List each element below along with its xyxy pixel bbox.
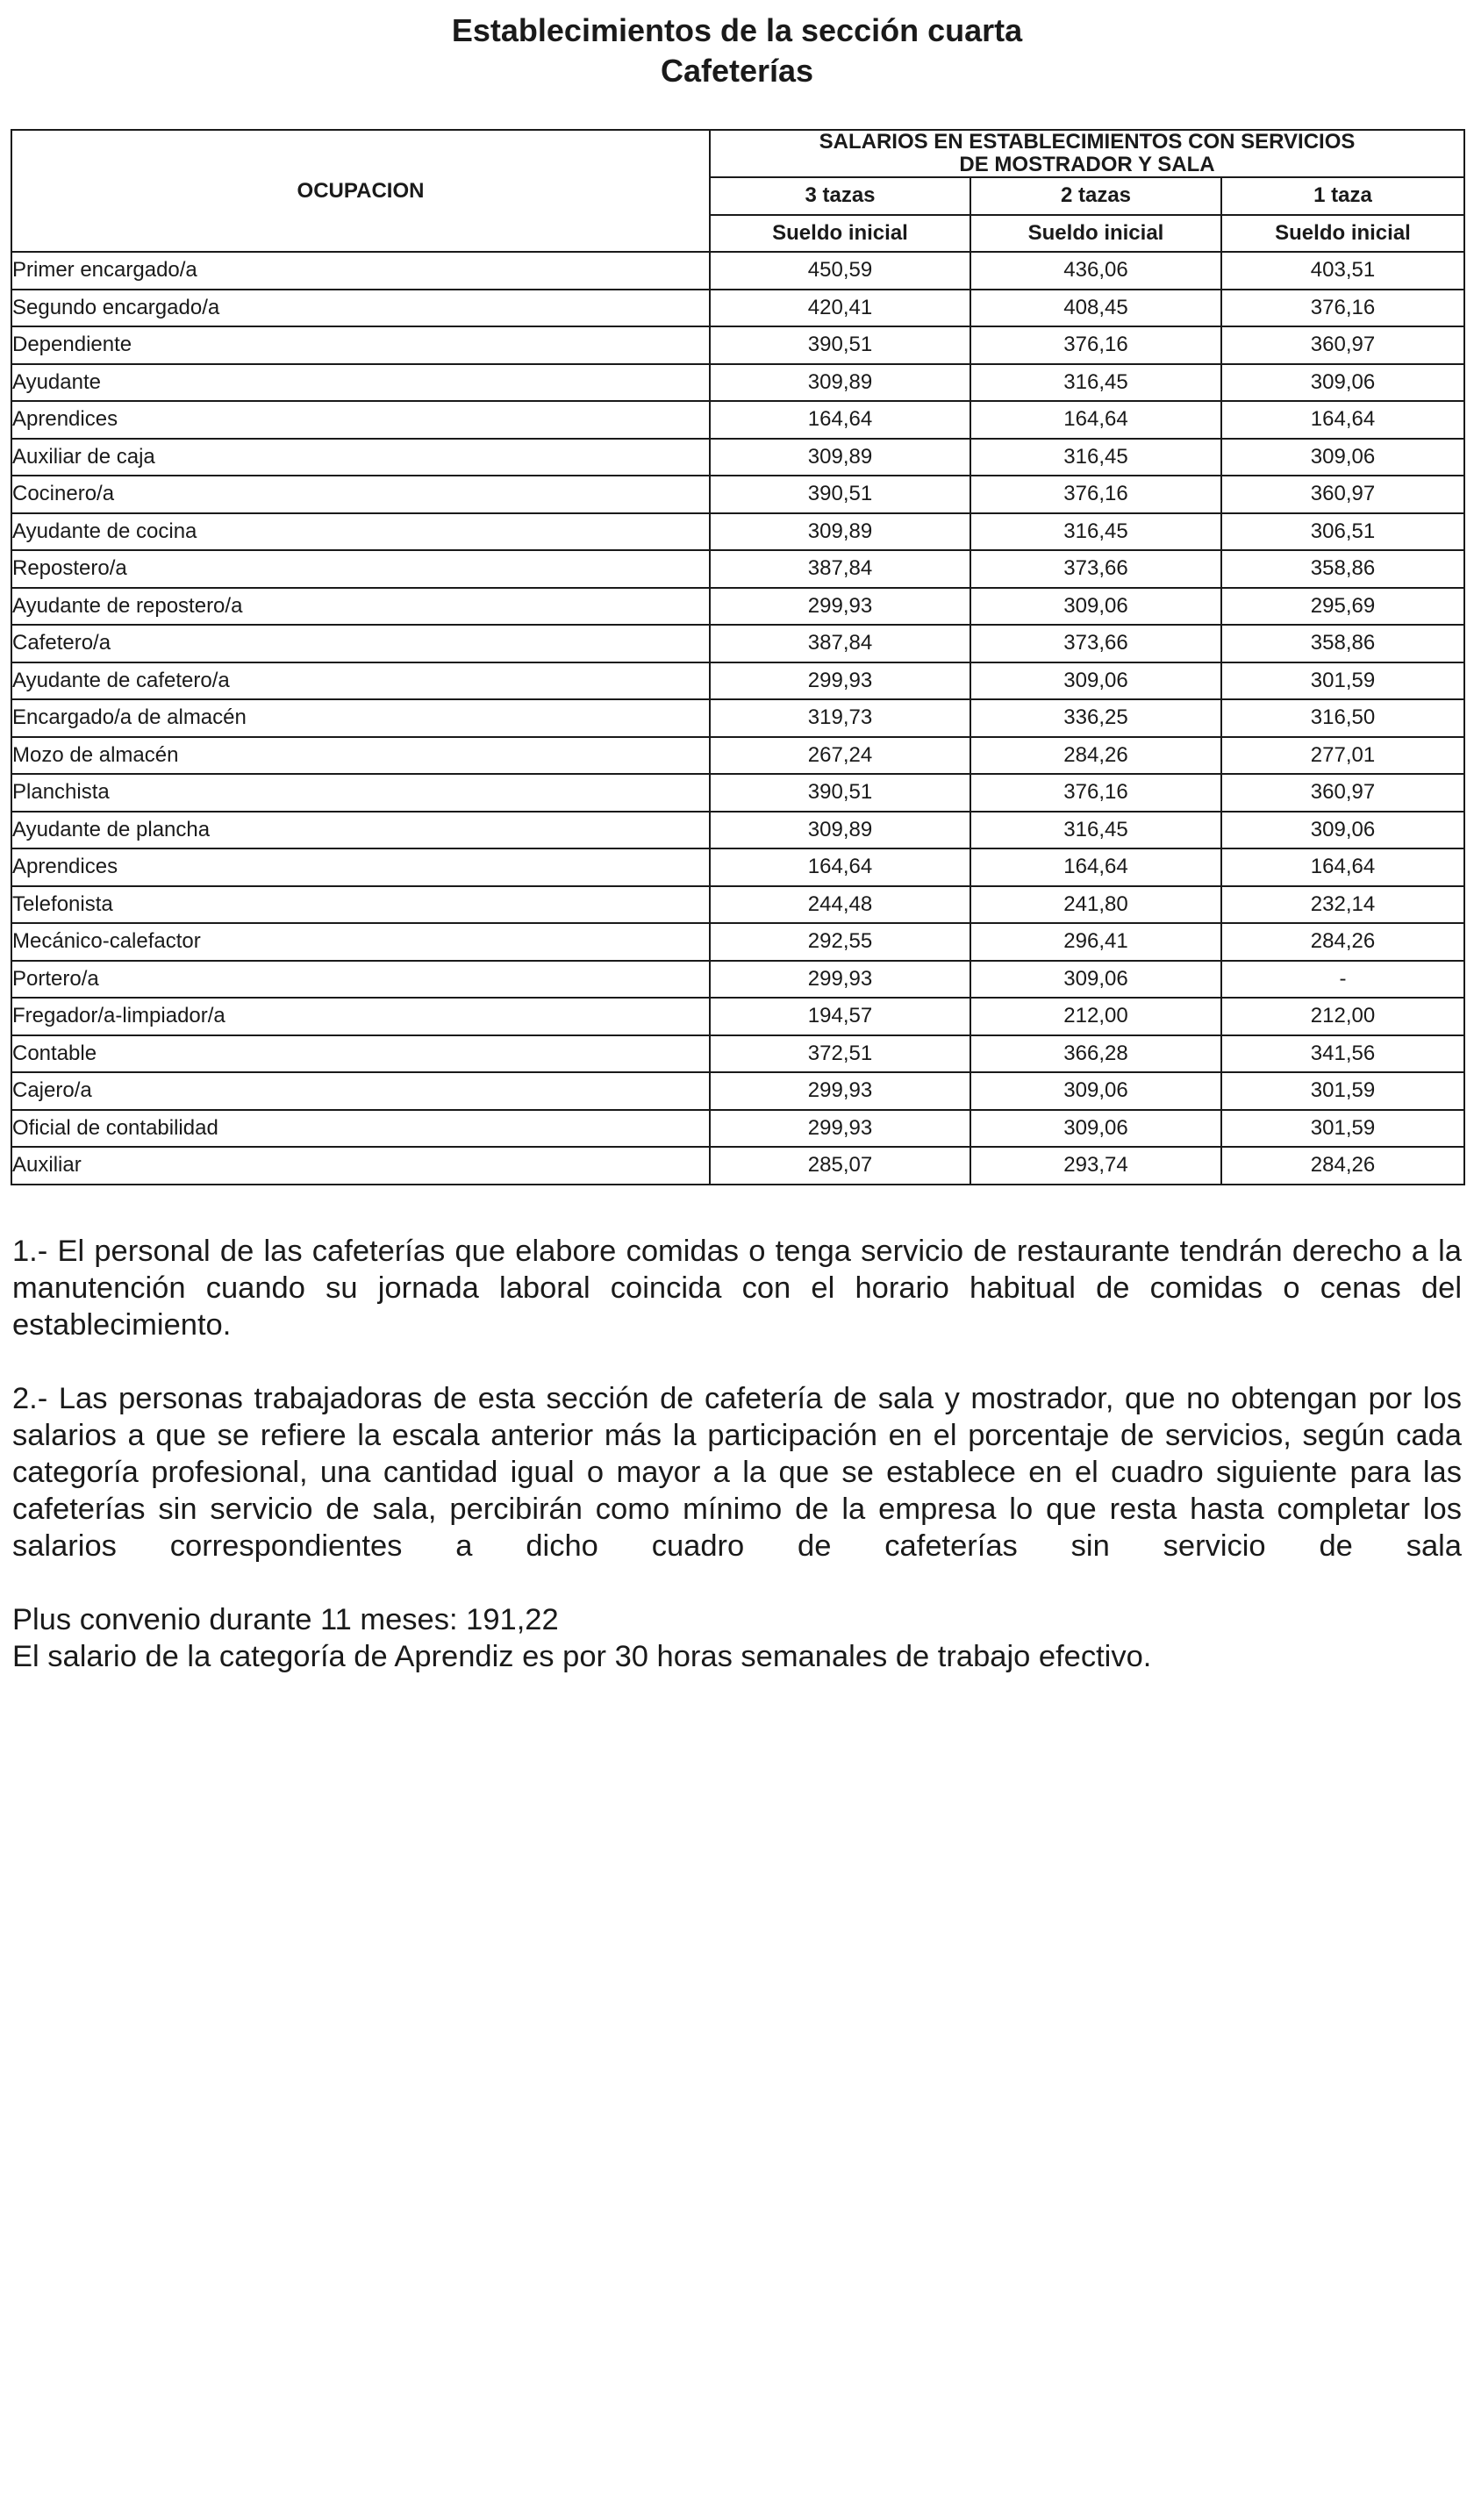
salary-cell: 403,51 — [1221, 252, 1464, 290]
note-plus-convenio: Plus convenio durante 11 meses: 191,22 — [12, 1603, 559, 1636]
salary-cell: 244,48 — [710, 886, 970, 924]
salary-cell: 390,51 — [710, 326, 970, 364]
salary-cell: 164,64 — [710, 848, 970, 886]
occupation-cell: Ayudante de cocina — [11, 513, 710, 551]
salary-cell: 299,93 — [710, 1072, 970, 1110]
occupation-cell: Contable — [11, 1035, 710, 1073]
salary-cell: - — [1221, 961, 1464, 999]
occupation-cell: Oficial de contabilidad — [11, 1110, 710, 1148]
salary-cell: 306,51 — [1221, 513, 1464, 551]
salary-cell: 267,24 — [710, 737, 970, 775]
salary-cell: 420,41 — [710, 290, 970, 327]
table-row — [11, 662, 1464, 700]
occupation-cell: Cajero/a — [11, 1072, 710, 1110]
subheader-sueldo-inicial: Sueldo inicial — [1221, 215, 1464, 253]
salary-cell: 299,93 — [710, 662, 970, 700]
table-row — [11, 774, 1464, 812]
salary-cell: 450,59 — [710, 252, 970, 290]
salary-cell: 164,64 — [710, 401, 970, 439]
occupation-cell: Mozo de almacén — [11, 737, 710, 775]
table-row — [11, 737, 1464, 775]
salary-cell: 366,28 — [970, 1035, 1221, 1073]
table-row — [11, 1035, 1464, 1073]
salary-cell: 309,06 — [970, 1110, 1221, 1148]
occupation-cell: Cocinero/a — [11, 476, 710, 513]
table-row — [11, 476, 1464, 513]
table-row — [11, 290, 1464, 327]
occupation-cell: Encargado/a de almacén — [11, 699, 710, 737]
occupation-cell: Aprendices — [11, 401, 710, 439]
table-row — [11, 848, 1464, 886]
salary-cell: 164,64 — [1221, 401, 1464, 439]
salary-cell: 376,16 — [970, 476, 1221, 513]
occupation-cell: Telefonista — [11, 886, 710, 924]
salary-cell: 299,93 — [710, 588, 970, 626]
salary-cell: 316,45 — [970, 812, 1221, 849]
salary-cell: 373,66 — [970, 625, 1221, 662]
occupation-cell: Fregador/a-limpiador/a — [11, 998, 710, 1035]
table-row — [11, 401, 1464, 439]
note-salarios-minimos: 2.- Las personas trabajadoras de esta sección de cafetería de sala y mostrador, que no obtengan por los salarios a que se refiere la escala anterior más la participación en el porcentaje de servicios, según cada categoría profesional, una cantidad igual o mayor a la que se establece en el cuadro siguiente para las cafeterías sin servicio de sala, percibirán como mínimo de la empresa lo que resta hasta completar los salarios correspondientes a dicho cuadro de cafeterías sin servicio de sala — [12, 1382, 1462, 1563]
salary-cell: 309,89 — [710, 364, 970, 402]
salary-cell: 373,66 — [970, 550, 1221, 588]
salary-cell: 301,59 — [1221, 1072, 1464, 1110]
salary-cell: 284,26 — [1221, 923, 1464, 961]
document-title: Establecimientos de la sección cuarta — [451, 12, 1023, 48]
table-row — [11, 923, 1464, 961]
table-row — [11, 625, 1464, 662]
salary-cell: 390,51 — [710, 476, 970, 513]
occupation-cell: Repostero/a — [11, 550, 710, 588]
salary-cell: 293,74 — [970, 1147, 1221, 1185]
table-row — [11, 1072, 1464, 1110]
column-header-3-tazas: 3 tazas — [710, 177, 970, 215]
salary-cell: 316,45 — [970, 513, 1221, 551]
occupation-cell: Ayudante — [11, 364, 710, 402]
salary-cell: 164,64 — [1221, 848, 1464, 886]
note-manutencion: 1.- El personal de las cafeterías que elabore comidas o tenga servicio de restaurante tendrán derecho a la manutención cuando su jornada laboral coincida con el horario habitual de comidas o cenas del establecimiento. — [12, 1235, 1462, 1342]
salary-cell: 309,06 — [970, 961, 1221, 999]
salary-cell: 360,97 — [1221, 774, 1464, 812]
salary-cell: 212,00 — [1221, 998, 1464, 1035]
table-row — [11, 326, 1464, 364]
salary-cell: 309,89 — [710, 513, 970, 551]
salary-cell: 309,06 — [1221, 439, 1464, 476]
occupation-header: OCUPACION — [11, 130, 710, 252]
salary-cell: 436,06 — [970, 252, 1221, 290]
occupation-cell: Ayudante de cafetero/a — [11, 662, 710, 700]
salary-cell: 295,69 — [1221, 588, 1464, 626]
table-row — [11, 886, 1464, 924]
salary-table-body — [11, 252, 1464, 1185]
salary-cell: 232,14 — [1221, 886, 1464, 924]
salary-cell: 309,89 — [710, 812, 970, 849]
subheader-sueldo-inicial: Sueldo inicial — [710, 215, 970, 253]
subheader-sueldo-inicial: Sueldo inicial — [970, 215, 1221, 253]
occupation-cell: Ayudante de plancha — [11, 812, 710, 849]
occupation-cell: Planchista — [11, 774, 710, 812]
table-row — [11, 812, 1464, 849]
salary-cell: 299,93 — [710, 1110, 970, 1148]
salary-cell: 285,07 — [710, 1147, 970, 1185]
table-row — [11, 961, 1464, 999]
salary-cell: 164,64 — [970, 401, 1221, 439]
salary-group-header-line2: DE MOSTRADOR Y SALA — [959, 153, 1215, 176]
occupation-cell: Primer encargado/a — [11, 252, 710, 290]
occupation-cell: Portero/a — [11, 961, 710, 999]
salary-cell: 376,16 — [970, 326, 1221, 364]
occupation-cell: Segundo encargado/a — [11, 290, 710, 327]
salary-group-header-line1: SALARIOS EN ESTABLECIMIENTOS CON SERVICIOS — [819, 130, 1356, 154]
salary-cell: 309,06 — [1221, 812, 1464, 849]
salary-cell: 277,01 — [1221, 737, 1464, 775]
column-header-2-tazas: 2 tazas — [970, 177, 1221, 215]
table-row — [11, 588, 1464, 626]
salary-cell: 309,06 — [970, 1072, 1221, 1110]
salary-cell: 390,51 — [710, 774, 970, 812]
salary-cell: 372,51 — [710, 1035, 970, 1073]
salary-cell: 316,45 — [970, 439, 1221, 476]
salary-cell: 316,45 — [970, 364, 1221, 402]
salary-cell: 284,26 — [1221, 1147, 1464, 1185]
table-row — [11, 699, 1464, 737]
note-aprendiz: El salario de la categoría de Aprendiz es por 30 horas semanales de trabajo efectivo. — [12, 1640, 1152, 1673]
salary-cell: 387,84 — [710, 625, 970, 662]
table-row — [11, 550, 1464, 588]
salary-cell: 319,73 — [710, 699, 970, 737]
salary-cell: 309,89 — [710, 439, 970, 476]
document-subtitle: Cafeterías — [660, 53, 814, 89]
salary-cell: 358,86 — [1221, 625, 1464, 662]
salary-table — [11, 129, 1465, 1185]
occupation-cell: Auxiliar — [11, 1147, 710, 1185]
salary-cell: 376,16 — [970, 774, 1221, 812]
occupation-cell: Mecánico-calefactor — [11, 923, 710, 961]
occupation-cell: Auxiliar de caja — [11, 439, 710, 476]
notes-section — [12, 1233, 1462, 1675]
salary-group-header — [710, 130, 1464, 177]
salary-cell: 212,00 — [970, 998, 1221, 1035]
salary-cell: 309,06 — [970, 588, 1221, 626]
salary-cell: 194,57 — [710, 998, 970, 1035]
table-row — [11, 364, 1464, 402]
table-row — [11, 998, 1464, 1035]
occupation-cell: Cafetero/a — [11, 625, 710, 662]
salary-cell: 341,56 — [1221, 1035, 1464, 1073]
salary-cell: 309,06 — [1221, 364, 1464, 402]
salary-cell: 292,55 — [710, 923, 970, 961]
salary-cell: 336,25 — [970, 699, 1221, 737]
column-header-1-taza: 1 taza — [1221, 177, 1464, 215]
salary-cell: 360,97 — [1221, 476, 1464, 513]
salary-table-header — [11, 130, 1464, 252]
salary-cell: 376,16 — [1221, 290, 1464, 327]
table-row — [11, 1147, 1464, 1185]
salary-cell: 309,06 — [970, 662, 1221, 700]
salary-cell: 241,80 — [970, 886, 1221, 924]
salary-cell: 284,26 — [970, 737, 1221, 775]
table-row — [11, 252, 1464, 290]
salary-cell: 387,84 — [710, 550, 970, 588]
table-row — [11, 439, 1464, 476]
salary-cell: 358,86 — [1221, 550, 1464, 588]
occupation-cell: Dependiente — [11, 326, 710, 364]
table-row — [11, 1110, 1464, 1148]
occupation-cell: Aprendices — [11, 848, 710, 886]
salary-cell: 164,64 — [970, 848, 1221, 886]
page-header — [0, 11, 1474, 91]
salary-cell: 296,41 — [970, 923, 1221, 961]
salary-cell: 408,45 — [970, 290, 1221, 327]
salary-cell: 301,59 — [1221, 662, 1464, 700]
occupation-cell: Ayudante de repostero/a — [11, 588, 710, 626]
salary-cell: 301,59 — [1221, 1110, 1464, 1148]
table-row — [11, 513, 1464, 551]
salary-cell: 360,97 — [1221, 326, 1464, 364]
salary-cell: 299,93 — [710, 961, 970, 999]
salary-cell: 316,50 — [1221, 699, 1464, 737]
